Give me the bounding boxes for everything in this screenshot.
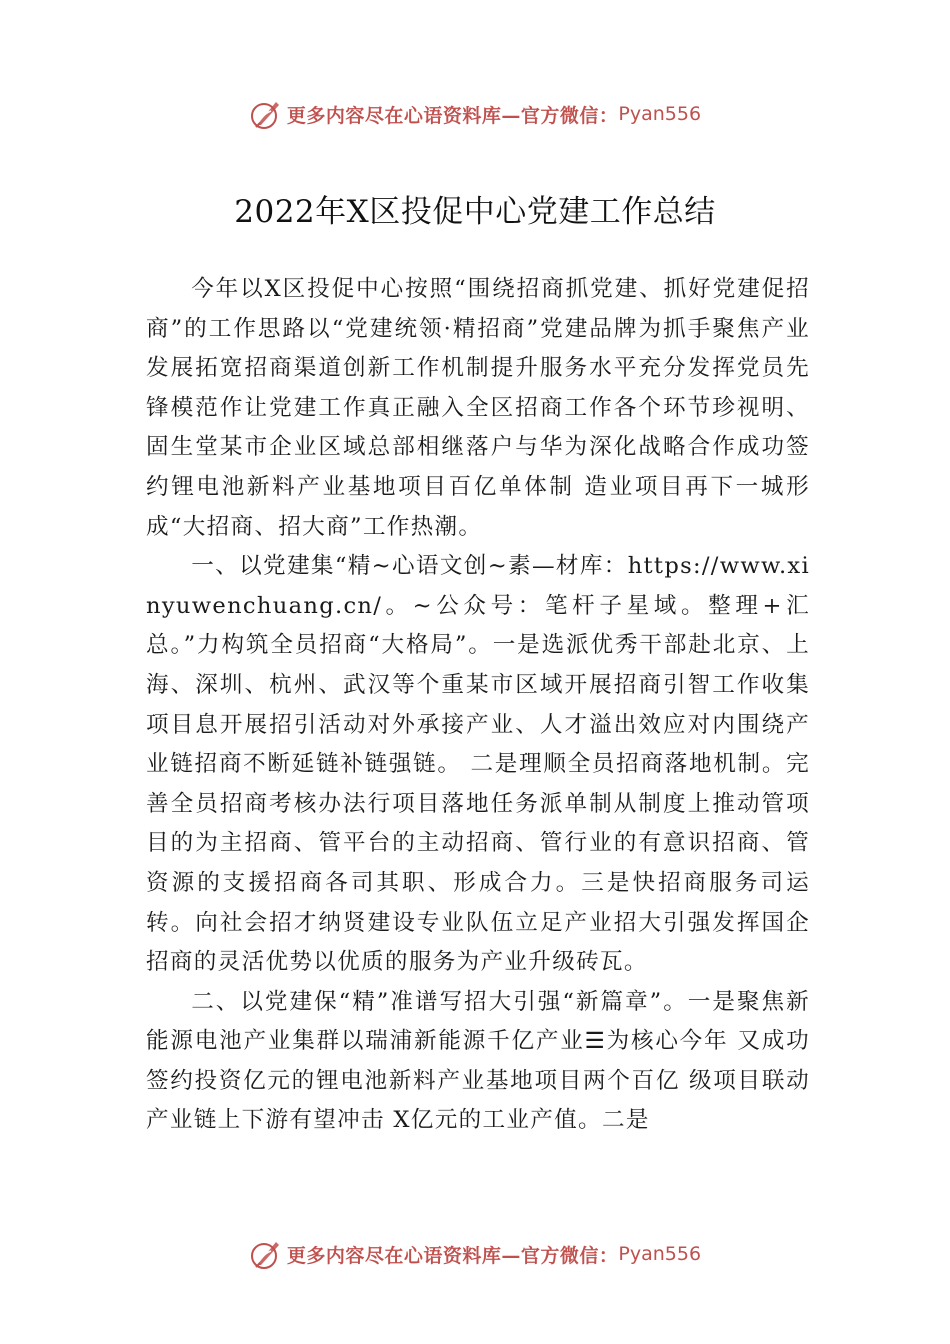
- paragraph-section-one: 一、以党建集“精~心语文创~素—材库：https://www.xinyuwenchuang.cn/。~公众号：笔杆子星域。整理+汇总。”力构筑全员招商“大格局”。一是选派优秀干部赴北京、上海、深圳、杭州、武汉等个重某市区域开展招商引智工作收集项目息开展招引活动对外承接产业、人才溢出效应对内围绕产业链招商不断延链补链强链。 二是理顺全员招商落地机制。完善全员招商考核办法行项目落地任务派单制从制度上推动管项目的为主招商、管平台的主动招商、管行业的有意识招商、管资源的支援招商各司其职、形成合力。三是快招商服务司运转。向社会招才纳贤建设专业队伍立足产业招大引强发挥国企招商的灵活优势以优质的服务为产业升级砖瓦。: [146, 553, 810, 976]
- quill-pen-logo-icon: [249, 1237, 283, 1271]
- banner-text: 更多内容尽在心语资料库—官方微信：: [286, 104, 619, 127]
- banner-contact: Pyan556: [618, 1243, 702, 1265]
- banner-contact: Pyan556: [618, 103, 702, 125]
- paragraph-intro: 今年以X区投促中心按照“围绕招商抓党建、抓好党建促招商”的工作思路以“党建统领·精招商”党建品牌为抓手聚焦产业发展拓宽招商渠道创新工作机制提升服务水平充分发挥党员先锋模范作让党建工作真正融入全区招商工作各个环节珍视明、固生堂某市企业区域总部相继落户与华为深化战略合作成功签约锂电池新料产业基地项目百亿单体制 造业项目再下一城形成“大招商、招大商”工作热潮。: [146, 276, 810, 540]
- banner-text: 更多内容尽在心语资料库—官方微信：: [286, 1244, 619, 1267]
- paragraph-section-two: 二、以党建保“精”准谱写招大引强“新篇章”。一是聚焦新能源电池产业集群以瑞浦新能源千亿产业☰为核心今年 又成功签约投资亿元的锂电池新料产业基地项目两个百亿 级项目联动产业链上下游有望冲击 X亿元的工业产值。二是: [146, 988, 810, 1134]
- document-body: [146, 270, 810, 1141]
- header-banner: [0, 92, 950, 136]
- quill-pen-logo-icon: [249, 97, 283, 131]
- footer-banner: [0, 1232, 950, 1276]
- document-title: 2022年X区投促中心党建工作总结: [234, 194, 716, 230]
